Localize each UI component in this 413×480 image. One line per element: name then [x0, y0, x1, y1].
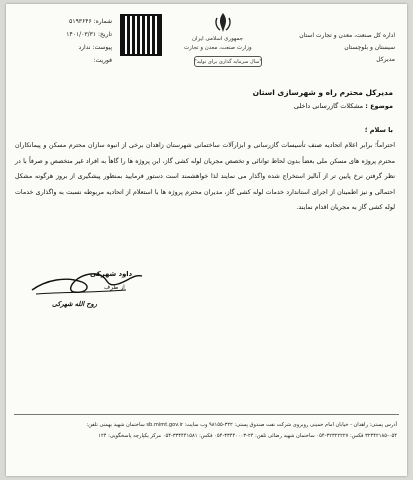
meta-number — [48, 18, 112, 31]
meta-number-value: ۵۱۹۳۶۴۶ — [69, 18, 92, 25]
subject-value: مشکلات گازرسانی داخلی — [293, 102, 364, 110]
org-title: مدیرکل — [376, 56, 395, 63]
meta-number-label: شماره: — [93, 18, 112, 25]
footer-divider — [14, 414, 399, 415]
meta-attachment-label: پیوست: — [92, 44, 112, 51]
iran-emblem-icon — [214, 12, 232, 34]
signatory-name: داود شهرکی — [90, 270, 133, 278]
meta-attachment-value: ندارد — [78, 44, 91, 51]
issuing-organization — [283, 30, 395, 66]
letter-body: احتراماً؛ برابر اعلام اتحادیه صنف تأسیسات گازرسانی و ابزارآلات ساختمانی شهرستان زاهدان برخی از انبوه سازان محترم مسکن و پیمانکاران محترم پروژه های مسکن ملی بعضاً بدون لحاظ توانائی و تخصص مجریان لوله کشی گاز، این پروژه ها را گاهاً به افراد غیر متخصص و صرفاً با در نظر گرفتن نرخ پایین تر از آنالیز استخراج شده واگذار می نمایند لذا خواهشمند است دستور فرمایید بمنظور پیشگیری از بروز هرگونه مشکل احتمالی و نیز اطمینان از اجرای استاندارد خدمات لوله کشی گاز، مدیران محترم پروژه ها با استعلام از اتحادیه مربوطه نسبت به واگذاری خدمات لوله کشی گاز به مجریان اقدام نمایند. — [15, 142, 395, 211]
ministry-line-2: وزارت صنعت، معدن و تجارت — [184, 45, 252, 51]
ministry-line-1: جمهوری اسلامی ایران — [192, 36, 244, 42]
signer-name: روح الله شهرکی — [52, 300, 97, 308]
handwritten-signature — [26, 262, 146, 302]
letterhead-footer — [6, 420, 397, 442]
letter-page — [6, 4, 407, 476]
subject-label: موضوع : — [365, 102, 393, 110]
meta-attachment — [48, 44, 112, 57]
letter-meta — [48, 18, 112, 70]
addressee: مدیرکل محترم راه و شهرسازی استان — [252, 88, 393, 97]
meta-date-value: ۱۴۰۱/۰۳/۳۱ — [66, 31, 97, 38]
meta-date — [48, 31, 112, 44]
on-behalf-of: از طرف — [104, 284, 125, 291]
meta-priority-label: فوریت: — [93, 57, 112, 64]
year-slogan: "سال سرمایه گذاری برای تولید" — [194, 56, 262, 67]
org-name: اداره کل صنعت، معدن و تجارت استان سیستان و بلوچستان — [299, 32, 395, 51]
meta-priority — [48, 57, 112, 70]
subject-line — [294, 102, 393, 110]
qr-code — [120, 14, 162, 56]
greeting: با سلام ؛ — [364, 126, 393, 134]
footer-contact-line: ۳۲۳۴۲۱۸۵-۰۵۴ فکس: ۳۲۳۲۲۲۲۷-۰۵۴ ساختمان شهید رضائی تلفن: ۲۴-۳۳۴۴۰۰۰۳-۰۵۴ فکس: ۳۳۴۴۴۱۵۸۱-۰۵۴ مرکز یکپارچه پاسخگویی: ۱۲۴ — [98, 433, 397, 439]
footer-address-line: آدرس پستی: زاهدان - خیابان امام خمینی روبروی شرکت نفت صندوق پستی: ۳۲۲-۹۸۱۵۵ وب سایت: sb.mimt.gov.ir ساختمان شهید بهمنی تلفن: — [86, 422, 397, 428]
meta-date-label: تاریخ: — [98, 31, 112, 38]
